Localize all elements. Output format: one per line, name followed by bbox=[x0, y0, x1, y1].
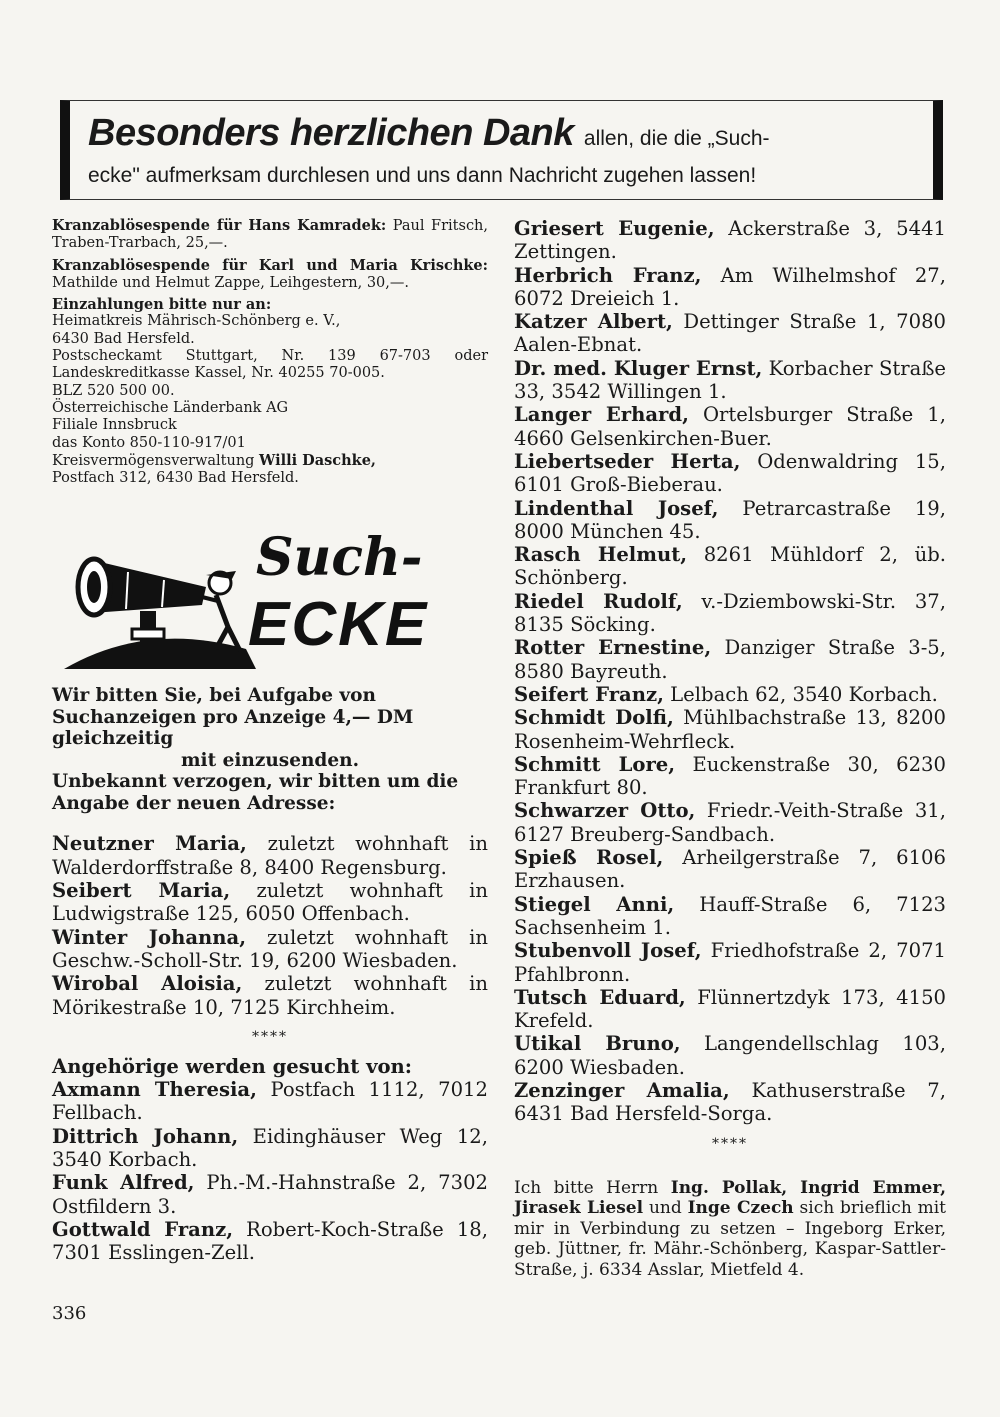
entry-name: Stubenvoll Josef, bbox=[514, 939, 702, 963]
entry-name: Seibert Maria, bbox=[52, 879, 231, 903]
entry-name: Katzer Albert, bbox=[514, 310, 673, 334]
entry-text: Danziger Straße 3-5, 8580 Bayreuth. bbox=[514, 636, 947, 683]
list-item bbox=[52, 926, 488, 973]
donation-2-text: Mathilde und Helmut Zappe, Leihgestern, 30,—. bbox=[52, 274, 409, 291]
entry-text: Ph.-M.-Hahnstraße 2, 7302 Ostfildern 3. bbox=[52, 1171, 489, 1218]
list-item bbox=[514, 636, 946, 683]
entry-name: Neutzner Maria, bbox=[52, 832, 247, 856]
separator-right: **** bbox=[712, 1135, 748, 1152]
entry-text: 8261 Mühldorf 2, üb. Schönberg. bbox=[514, 543, 946, 590]
payment-line: Heimatkreis Mährisch-Schönberg e. V., bbox=[52, 313, 341, 330]
final-text-1: Ich bitte Herrn bbox=[514, 1177, 659, 1198]
entry-name: Zenzinger Amalia, bbox=[514, 1078, 730, 1102]
list-item bbox=[514, 1079, 946, 1126]
entry-text: Ortelsburger Straße 1, 4660 Gelsenkirchen-Buer. bbox=[514, 403, 946, 450]
entry-name: Schmitt Lore, bbox=[514, 752, 676, 776]
entry-text: Odenwaldring 15, 6101 Groß-Bieberau. bbox=[514, 449, 946, 497]
relatives-left-list bbox=[52, 1055, 488, 1265]
notice-line-2: mit einzusenden. bbox=[180, 749, 360, 771]
logo-top-word: Such- bbox=[256, 527, 423, 589]
donation-2-label: Kranzablösespende für Karl und Maria Krischke: bbox=[52, 256, 488, 274]
such-ecke-illustration bbox=[56, 517, 486, 677]
entry-text: Hauff-Straße 6, 7123 Sachsenheim 1. bbox=[514, 892, 947, 939]
entry-name: Axmann Theresia, bbox=[52, 1078, 257, 1102]
payment-line: BLZ 520 500 00. bbox=[52, 382, 175, 399]
entry-text: zuletzt wohnhaft in Walderdorffstraße 8, 8400 Regensburg. bbox=[52, 832, 489, 879]
payment-line: Postscheckamt Stuttgart, Nr. 139 67-703 oder Landeskreditkasse Kassel, Nr. 40255 70-005. bbox=[52, 348, 488, 382]
entry-name: Seifert Franz, bbox=[514, 682, 664, 706]
entry-name: Lindenthal Josef, bbox=[514, 496, 719, 520]
payment-admin-line bbox=[52, 452, 488, 470]
entry-name: Langer Erhard, bbox=[514, 403, 689, 427]
payment-line: Österreichische Länderbank AG bbox=[52, 399, 289, 416]
entry-text: Euckenstraße 30, 6230 Frankfurt 80. bbox=[514, 752, 946, 800]
payment-line: Filiale Innsbruck bbox=[52, 417, 177, 434]
entry-text: Am Wilhelmshof 27, 6072 Dreieich 1. bbox=[514, 263, 946, 310]
entry-text: Kathuserstraße 7, 6431 Bad Hersfeld-Sorga. bbox=[514, 1078, 946, 1126]
final-text-3: sich brieflich mit mir in Verbindung zu setzen – Ingeborg Erker, geb. Jüttner, fr. Mähr.-Schönberg, Kaspar-Sattler-Straße, j. 6334 Asslar, Mietfeld 4. bbox=[514, 1198, 946, 1280]
donation-1-label: Kranzablösespende für Hans Kamradek: bbox=[52, 217, 387, 234]
separator-left: **** bbox=[252, 1028, 288, 1045]
donation-1-text: Paul Fritsch, Traben-Trarbach, 25,—. bbox=[52, 218, 489, 252]
payment-admin: Kreisvermögensverwaltung bbox=[52, 452, 255, 469]
entry-name: Stiegel Anni, bbox=[514, 892, 675, 916]
entry-text: Langendellschlag 103, 6200 Wiesbaden. bbox=[514, 1032, 946, 1079]
entry-text: Mühlbachstraße 13, 8200 Rosenheim-Wehrfleck. bbox=[514, 706, 946, 753]
page-number: 336 bbox=[52, 1303, 87, 1324]
header-text-2: ecke" aufmerksam durchlesen und uns dann Nachricht zugehen lassen! bbox=[88, 164, 757, 187]
list-item bbox=[514, 1032, 946, 1079]
final-text-2: und bbox=[648, 1198, 682, 1219]
entry-text: Eidinghäuser Weg 12, 3540 Korbach. bbox=[52, 1124, 488, 1172]
list-item bbox=[514, 403, 946, 450]
entry-text: Korbacher Straße 33, 3542 Willingen 1. bbox=[514, 356, 946, 404]
unknown-address-list bbox=[52, 832, 488, 1018]
list-item bbox=[514, 590, 946, 637]
entry-name: Griesert Eugenie, bbox=[514, 217, 715, 240]
header-line-1 bbox=[88, 113, 919, 161]
final-note bbox=[514, 1178, 946, 1281]
entry-text: Friedr.-Veith-Straße 31, 6127 Breuberg-Sandbach. bbox=[514, 799, 946, 846]
entry-text: Petrarcastraße 19, 8000 München 45. bbox=[514, 496, 946, 543]
list-item bbox=[514, 986, 946, 1033]
entry-text: Dettinger Straße 1, 7080 Aalen-Ebnat. bbox=[514, 310, 946, 357]
entry-name: Liebertseder Herta, bbox=[514, 449, 741, 473]
list-item bbox=[52, 1218, 488, 1265]
entry-name: Rotter Ernestine, bbox=[514, 636, 712, 660]
list-item bbox=[514, 310, 946, 357]
list-item bbox=[514, 357, 946, 404]
entry-name: Riedel Rudolf, bbox=[514, 589, 683, 613]
list-item bbox=[52, 1125, 488, 1172]
entry-text: Arheilgerstraße 7, 6106 Erzhausen. bbox=[514, 846, 946, 893]
payment-line: das Konto 850-110-917/01 bbox=[52, 434, 246, 451]
list-item bbox=[514, 846, 946, 893]
entry-text: zuletzt wohnhaft in Ludwigstraße 125, 6050 Offenbach. bbox=[52, 879, 489, 926]
entry-text: Friedhofstraße 2, 7071 Pfahlbronn. bbox=[514, 939, 946, 986]
payment-heading: Einzahlungen bitte nur an: bbox=[52, 296, 272, 314]
donation-2 bbox=[52, 257, 488, 293]
list-item bbox=[52, 879, 488, 926]
list-item bbox=[514, 450, 946, 497]
left-column bbox=[52, 217, 488, 1265]
relatives-right-list bbox=[514, 217, 946, 1126]
entry-text: zuletzt wohnhaft in Mörikestraße 10, 7125 Kirchheim. bbox=[52, 972, 488, 1019]
payment-info bbox=[52, 296, 488, 487]
list-item bbox=[514, 753, 946, 800]
entry-text: v.-Dziembowski-Str. 37, 8135 Söcking. bbox=[514, 589, 946, 637]
entry-text: Lelbach 62, 3540 Korbach. bbox=[670, 682, 938, 706]
list-item bbox=[514, 799, 946, 846]
list-item bbox=[514, 497, 946, 544]
notice-line-1: Wir bitten Sie, bei Aufgabe von Suchanzeigen pro Anzeige 4,— DM gleichzeitig bbox=[52, 685, 414, 750]
list-item bbox=[52, 832, 488, 879]
entry-text: zuletzt wohnhaft in Geschw.-Scholl-Str. 19, 6200 Wiesbaden. bbox=[52, 925, 488, 972]
payment-line: 6430 Bad Hersfeld. bbox=[52, 330, 195, 347]
header-text-1: allen, die die „Such- bbox=[583, 127, 770, 150]
notice-text bbox=[52, 685, 488, 814]
notice-line-3: Unbekannt verzogen, wir bitten um die Angabe der neuen Adresse: bbox=[52, 771, 459, 814]
entry-name: Schmidt Dolfi, bbox=[514, 706, 674, 730]
donations-section bbox=[52, 217, 488, 487]
entry-name: Tutsch Eduard, bbox=[514, 985, 686, 1009]
entry-name: Utikal Bruno, bbox=[514, 1032, 681, 1056]
payment-admin-name: Willi Daschke, bbox=[259, 451, 376, 469]
right-column bbox=[514, 217, 946, 1280]
entry-name: Rasch Helmut, bbox=[514, 543, 688, 567]
list-item bbox=[514, 706, 946, 753]
final-names-2: Inge Czech bbox=[687, 1198, 794, 1219]
list-item bbox=[514, 217, 946, 264]
entry-text: Postfach 1112, 7012 Fellbach. bbox=[52, 1078, 488, 1125]
relatives-heading: Angehörige werden gesucht von: bbox=[52, 1054, 412, 1078]
list-item bbox=[52, 1171, 488, 1218]
entry-name: Gottwald Franz, bbox=[52, 1217, 234, 1241]
list-item bbox=[52, 972, 488, 1019]
list-item bbox=[514, 939, 946, 986]
final-names-1: Ing. Pollak, Ingrid Emmer, Jirasek Liesel bbox=[514, 1177, 947, 1219]
list-item bbox=[514, 543, 946, 590]
list-item bbox=[52, 1078, 488, 1125]
entry-name: Schwarzer Otto, bbox=[514, 799, 696, 823]
entry-name: Herbrich Franz, bbox=[514, 263, 702, 287]
entry-name: Funk Alfred, bbox=[52, 1171, 195, 1195]
donation-1 bbox=[52, 217, 488, 253]
logo-bottom-word: ECKE bbox=[248, 590, 429, 660]
such-ecke-logo bbox=[56, 517, 486, 677]
entry-name: Spieß Rosel, bbox=[514, 846, 664, 870]
list-item bbox=[514, 893, 946, 940]
entry-name: Wirobal Aloisia, bbox=[52, 972, 243, 996]
payment-last-line: Postfach 312, 6430 Bad Hersfeld. bbox=[52, 470, 299, 487]
entry-text: Flünnertzdyk 173, 4150 Krefeld. bbox=[514, 985, 947, 1033]
header-box bbox=[60, 100, 943, 200]
entry-text: Robert-Koch-Straße 18, 7301 Esslingen-Zell. bbox=[52, 1217, 488, 1265]
entry-name: Winter Johanna, bbox=[52, 925, 247, 949]
entry-name: Dr. med. Kluger Ernst, bbox=[514, 356, 763, 380]
list-item bbox=[514, 683, 946, 706]
header-title: Besonders herzlichen Dank bbox=[88, 112, 574, 154]
entry-text: Ackerstraße 3, 5441 Zettingen. bbox=[514, 217, 947, 264]
entry-name: Dittrich Johann, bbox=[52, 1124, 239, 1148]
list-item bbox=[514, 264, 946, 311]
